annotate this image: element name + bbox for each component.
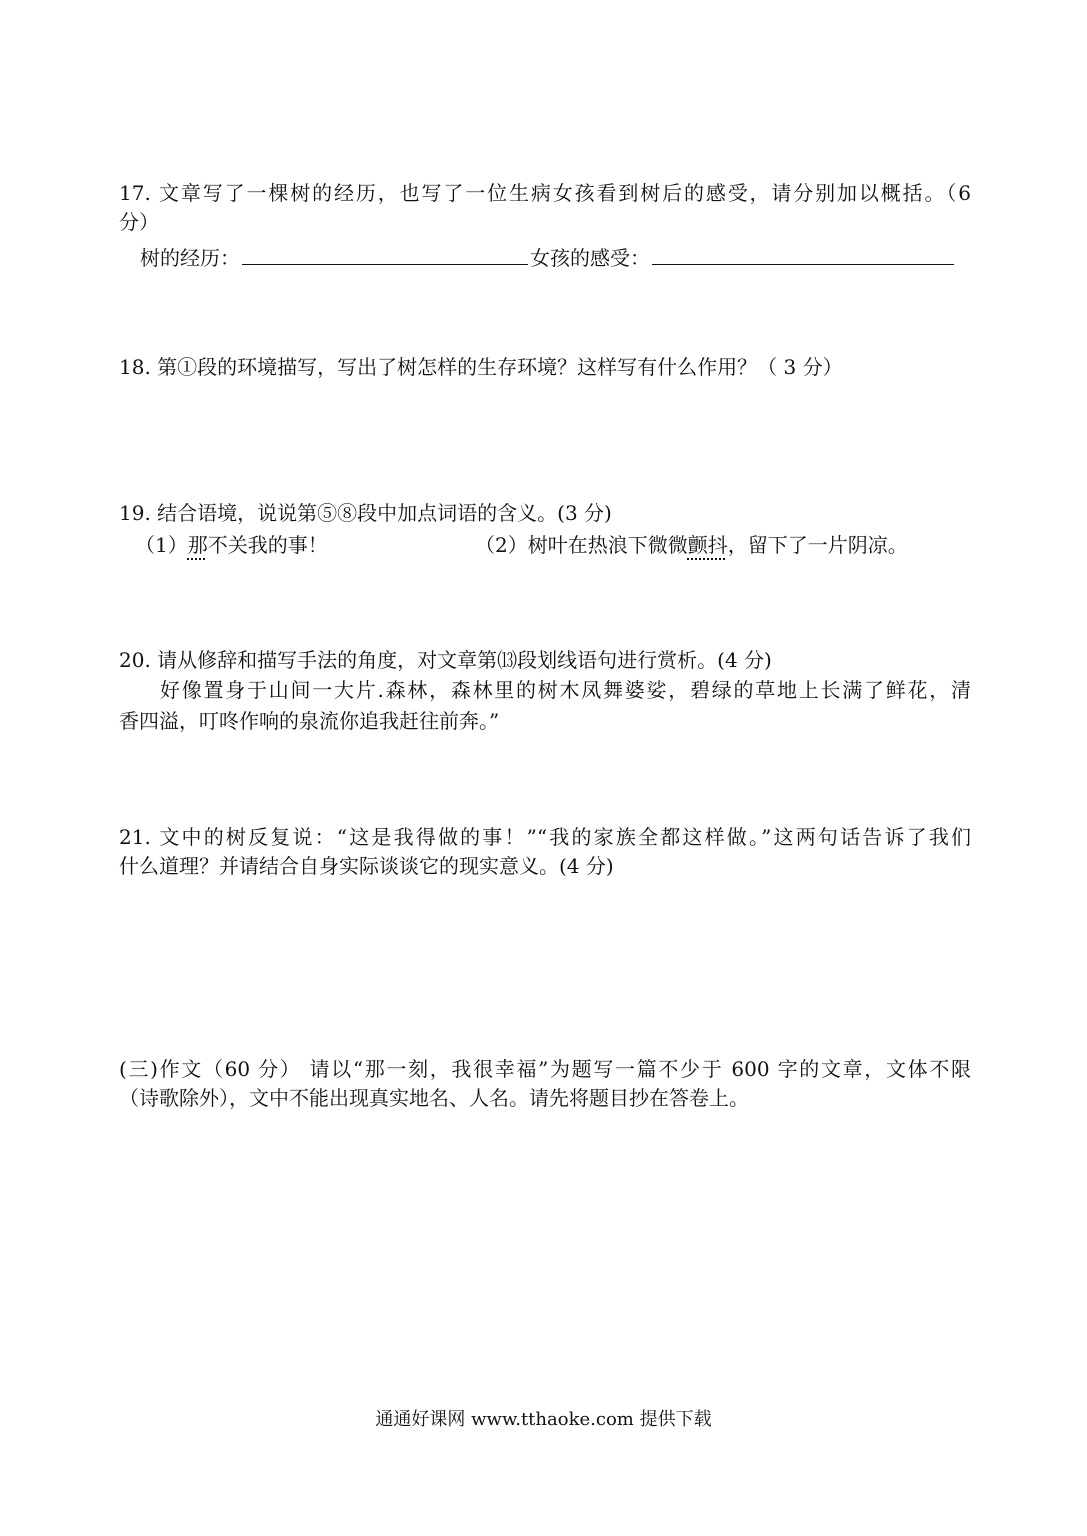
q19-item-1 xyxy=(135,533,328,557)
q20-line-1: 20. 请从修辞和描写手法的角度，对文章第⒀段划线语句进行赏析。(4 分) xyxy=(119,648,772,672)
q17-line-1: 17. 文章写了一棵树的经历，也写了一位生病女孩看到树后的感受，请分别加以概括。（6 xyxy=(119,181,971,205)
footer-download-credit: 通通好课网 www.tthaoke.com 提供下载 xyxy=(375,1409,712,1430)
q17-line-2: 分） xyxy=(119,210,159,234)
q19-item-1-dotted-word: 那 xyxy=(187,533,208,557)
q19-item-2-dotted-word: 颤抖 xyxy=(687,533,728,557)
q21-line-1: 21. 文中的树反复说：“这是我得做的事！”“我的家族全都这样做。”这两句话告诉了我们 xyxy=(119,825,971,849)
q19-item-1-prefix: （1） xyxy=(135,533,188,557)
q19-item-2 xyxy=(475,530,908,560)
q20-quote-line-1: 好像置身于山间一大片.森林，森林里的树木凤舞婆娑，碧绿的草地上长满了鲜花，清 xyxy=(160,678,971,702)
q17-girl-answer-blank[interactable] xyxy=(652,240,954,265)
q19-item-1-suffix: 不关我的事！ xyxy=(207,533,328,557)
composition-line-1: (三)作文（60 分） 请以“那一刻，我很幸福”为题写一篇不少于 600 字的文章，文体不限 xyxy=(119,1057,971,1081)
q19-items-row xyxy=(135,530,971,560)
q19-item-2-suffix: ，留下了一片阴凉。 xyxy=(727,533,908,557)
q18-line-1: 18. 第①段的环境描写，写出了树怎样的生存环境？这样写有什么作用？（ 3 分） xyxy=(119,355,843,379)
q20-quote-line-2: 香四溢，叮咚作响的泉流你追我赶往前奔。” xyxy=(119,709,500,733)
q19-line-1: 19. 结合语境，说说第⑤⑧段中加点词语的含义。(3 分) xyxy=(119,501,612,525)
q17-answer-row xyxy=(140,240,970,273)
q21-line-2: 什么道理？并请结合自身实际谈谈它的现实意义。(4 分) xyxy=(119,854,614,878)
q19-item-2-prefix: （2）树叶在热浪下微微 xyxy=(475,533,688,557)
q17-tree-label: 树的经历： xyxy=(140,246,240,270)
q17-tree-answer-blank[interactable] xyxy=(242,240,528,265)
composition-line-2: （诗歌除外），文中不能出现真实地名、人名。请先将题目抄在答卷上。 xyxy=(119,1086,749,1110)
q17-girl-label: 女孩的感受： xyxy=(530,246,650,270)
